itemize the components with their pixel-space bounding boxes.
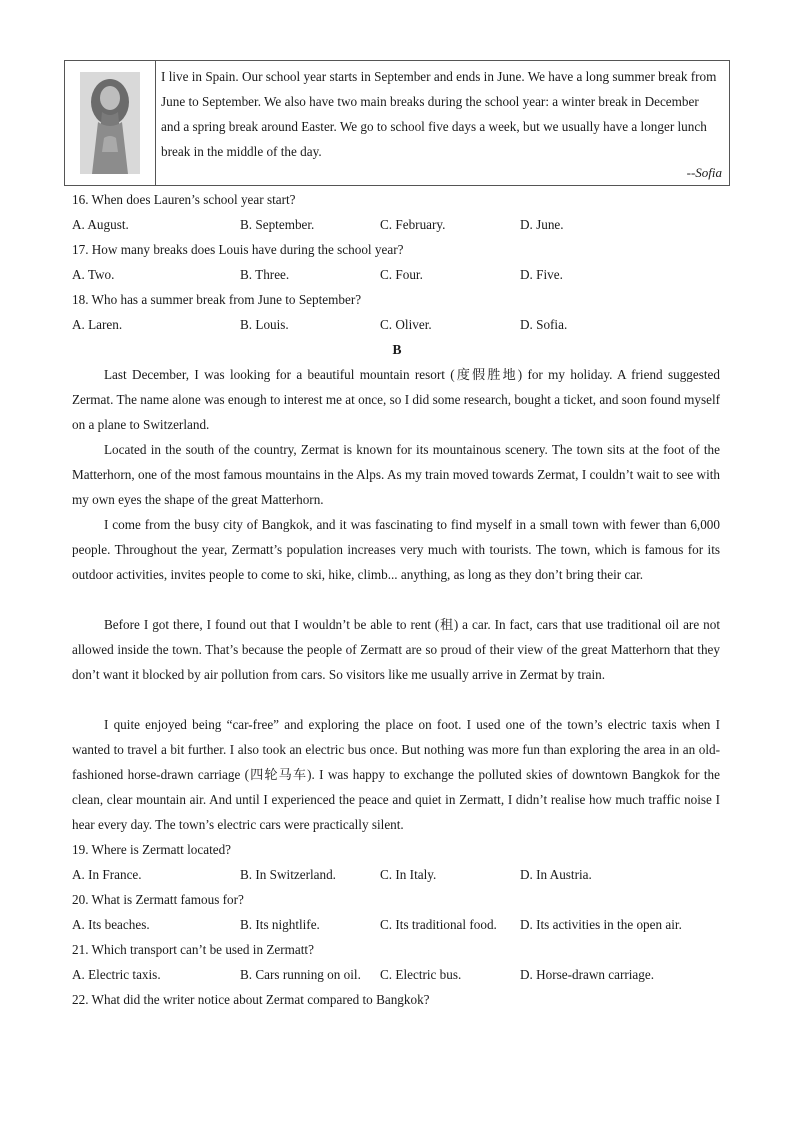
q18-option-a: A. Laren. [72,317,123,332]
question-18: 18. Who has a summer break from June to September? [72,292,362,307]
q17-option-d: D. Five. [520,267,563,282]
sofia-photo [65,61,156,185]
q16-option-b: B. September. [240,217,315,232]
question-16: 16. When does Lauren’s school year start? [72,192,296,207]
q16-option-d: D. June. [520,217,564,232]
q19-option-c: C. In Italy. [380,867,437,882]
question-21-options [72,962,732,987]
question-16-options [72,212,732,237]
q20-option-c: C. Its traditional food. [380,917,497,932]
q17-option-c: C. Four. [380,267,423,282]
q21-option-c: C. Electric bus. [380,967,462,982]
section-b-title: B [392,342,402,357]
q20-option-d: D. Its activities in the open air. [520,917,682,932]
question-19: 19. Where is Zermatt located? [72,842,232,857]
q16-option-c: C. February. [380,217,446,232]
girl-portrait-image [80,72,140,174]
q18-option-d: D. Sofia. [520,317,568,332]
question-20-options [72,912,732,937]
question-19-options [72,862,732,887]
passage-paragraph-5: I quite enjoyed being “car-free” and exploring the place on foot. I used one of the town’s electric taxis when I wanted to travel a bit further. I also took an electric bus once. But nothing was more fun than exploring the area in an old-fashioned horse-drawn carriage (四轮马车). I was happy to exchange the polluted skies of downtown Bangkok for the clean, clear mountain air. And until I experienced the peace and quiet in Zermatt, I didn’t realise how much traffic noise I hear every day. The town’s electric cars were practically silent. [72,717,720,832]
sofia-signature: --Sofia [686,165,722,180]
q21-option-d: D. Horse-drawn carriage. [520,967,655,982]
question-20: 20. What is Zermatt famous for? [72,892,244,907]
sofia-text-cell [156,61,729,185]
sofia-paragraph: I live in Spain. Our school year starts in September and ends in June. We have a long summer break from June to September. We also have two main breaks during the school year: a winter break in December and a spring break around Easter. We go to school five days a week, but we usually have a longer lunch break in the middle of the day. [161,69,717,159]
q16-option-a: A. August. [72,217,129,232]
q19-option-a: A. In France. [72,867,142,882]
q20-option-b: B. Its nightlife. [240,917,320,932]
question-17: 17. How many breaks does Louis have during the school year? [72,242,404,257]
q19-option-d: D. In Austria. [520,867,592,882]
q17-option-b: B. Three. [240,267,290,282]
q18-option-b: B. Louis. [240,317,289,332]
passage-paragraph-4: Before I got there, I found out that I wouldn’t be able to rent (租) a car. In fact, cars that use traditional oil are not allowed inside the town. That’s because the people of Zermatt are so proud of their view of the great Matterhorn that they don’t want it blocked by air pollution from cars. So visitors like me usually arrive in Zermat by train. [72,617,720,682]
passage-paragraph-1: Last December, I was looking for a beautiful mountain resort (度假胜地) for my holiday. A friend suggested Zermat. The name alone was enough to interest me at once, so I did some research, bought a ticket, and soon found myself on a plane to Switzerland. [72,367,720,432]
q19-option-b: B. In Switzerland. [240,867,336,882]
passage-paragraph-3: I come from the busy city of Bangkok, and it was fascinating to find myself in a small town with fewer than 6,000 people. Throughout the year, Zermatt’s population increases very much with tourists. The town, which is famous for its outdoor activities, invites people to come to ski, hike, climb... anything, as long as they don’t bring their car. [72,517,720,582]
question-22: 22. What did the writer notice about Zermat compared to Bangkok? [72,992,430,1007]
question-17-options [72,262,732,287]
q21-option-b: B. Cars running on oil. [240,967,361,982]
q20-option-a: A. Its beaches. [72,917,150,932]
sofia-box [64,60,730,186]
q18-option-c: C. Oliver. [380,317,432,332]
q21-option-a: A. Electric taxis. [72,967,161,982]
question-21: 21. Which transport can’t be used in Zermatt? [72,942,314,957]
q17-option-a: A. Two. [72,267,115,282]
passage-paragraph-2: Located in the south of the country, Zermat is known for its mountainous scenery. The town sits at the foot of the Matterhorn, one of the most famous mountains in the Alps. As my train moved towards Zermat, I couldn’t wait to see with my own eyes the shape of the great Matterhorn. [72,442,720,507]
question-18-options [72,312,732,337]
